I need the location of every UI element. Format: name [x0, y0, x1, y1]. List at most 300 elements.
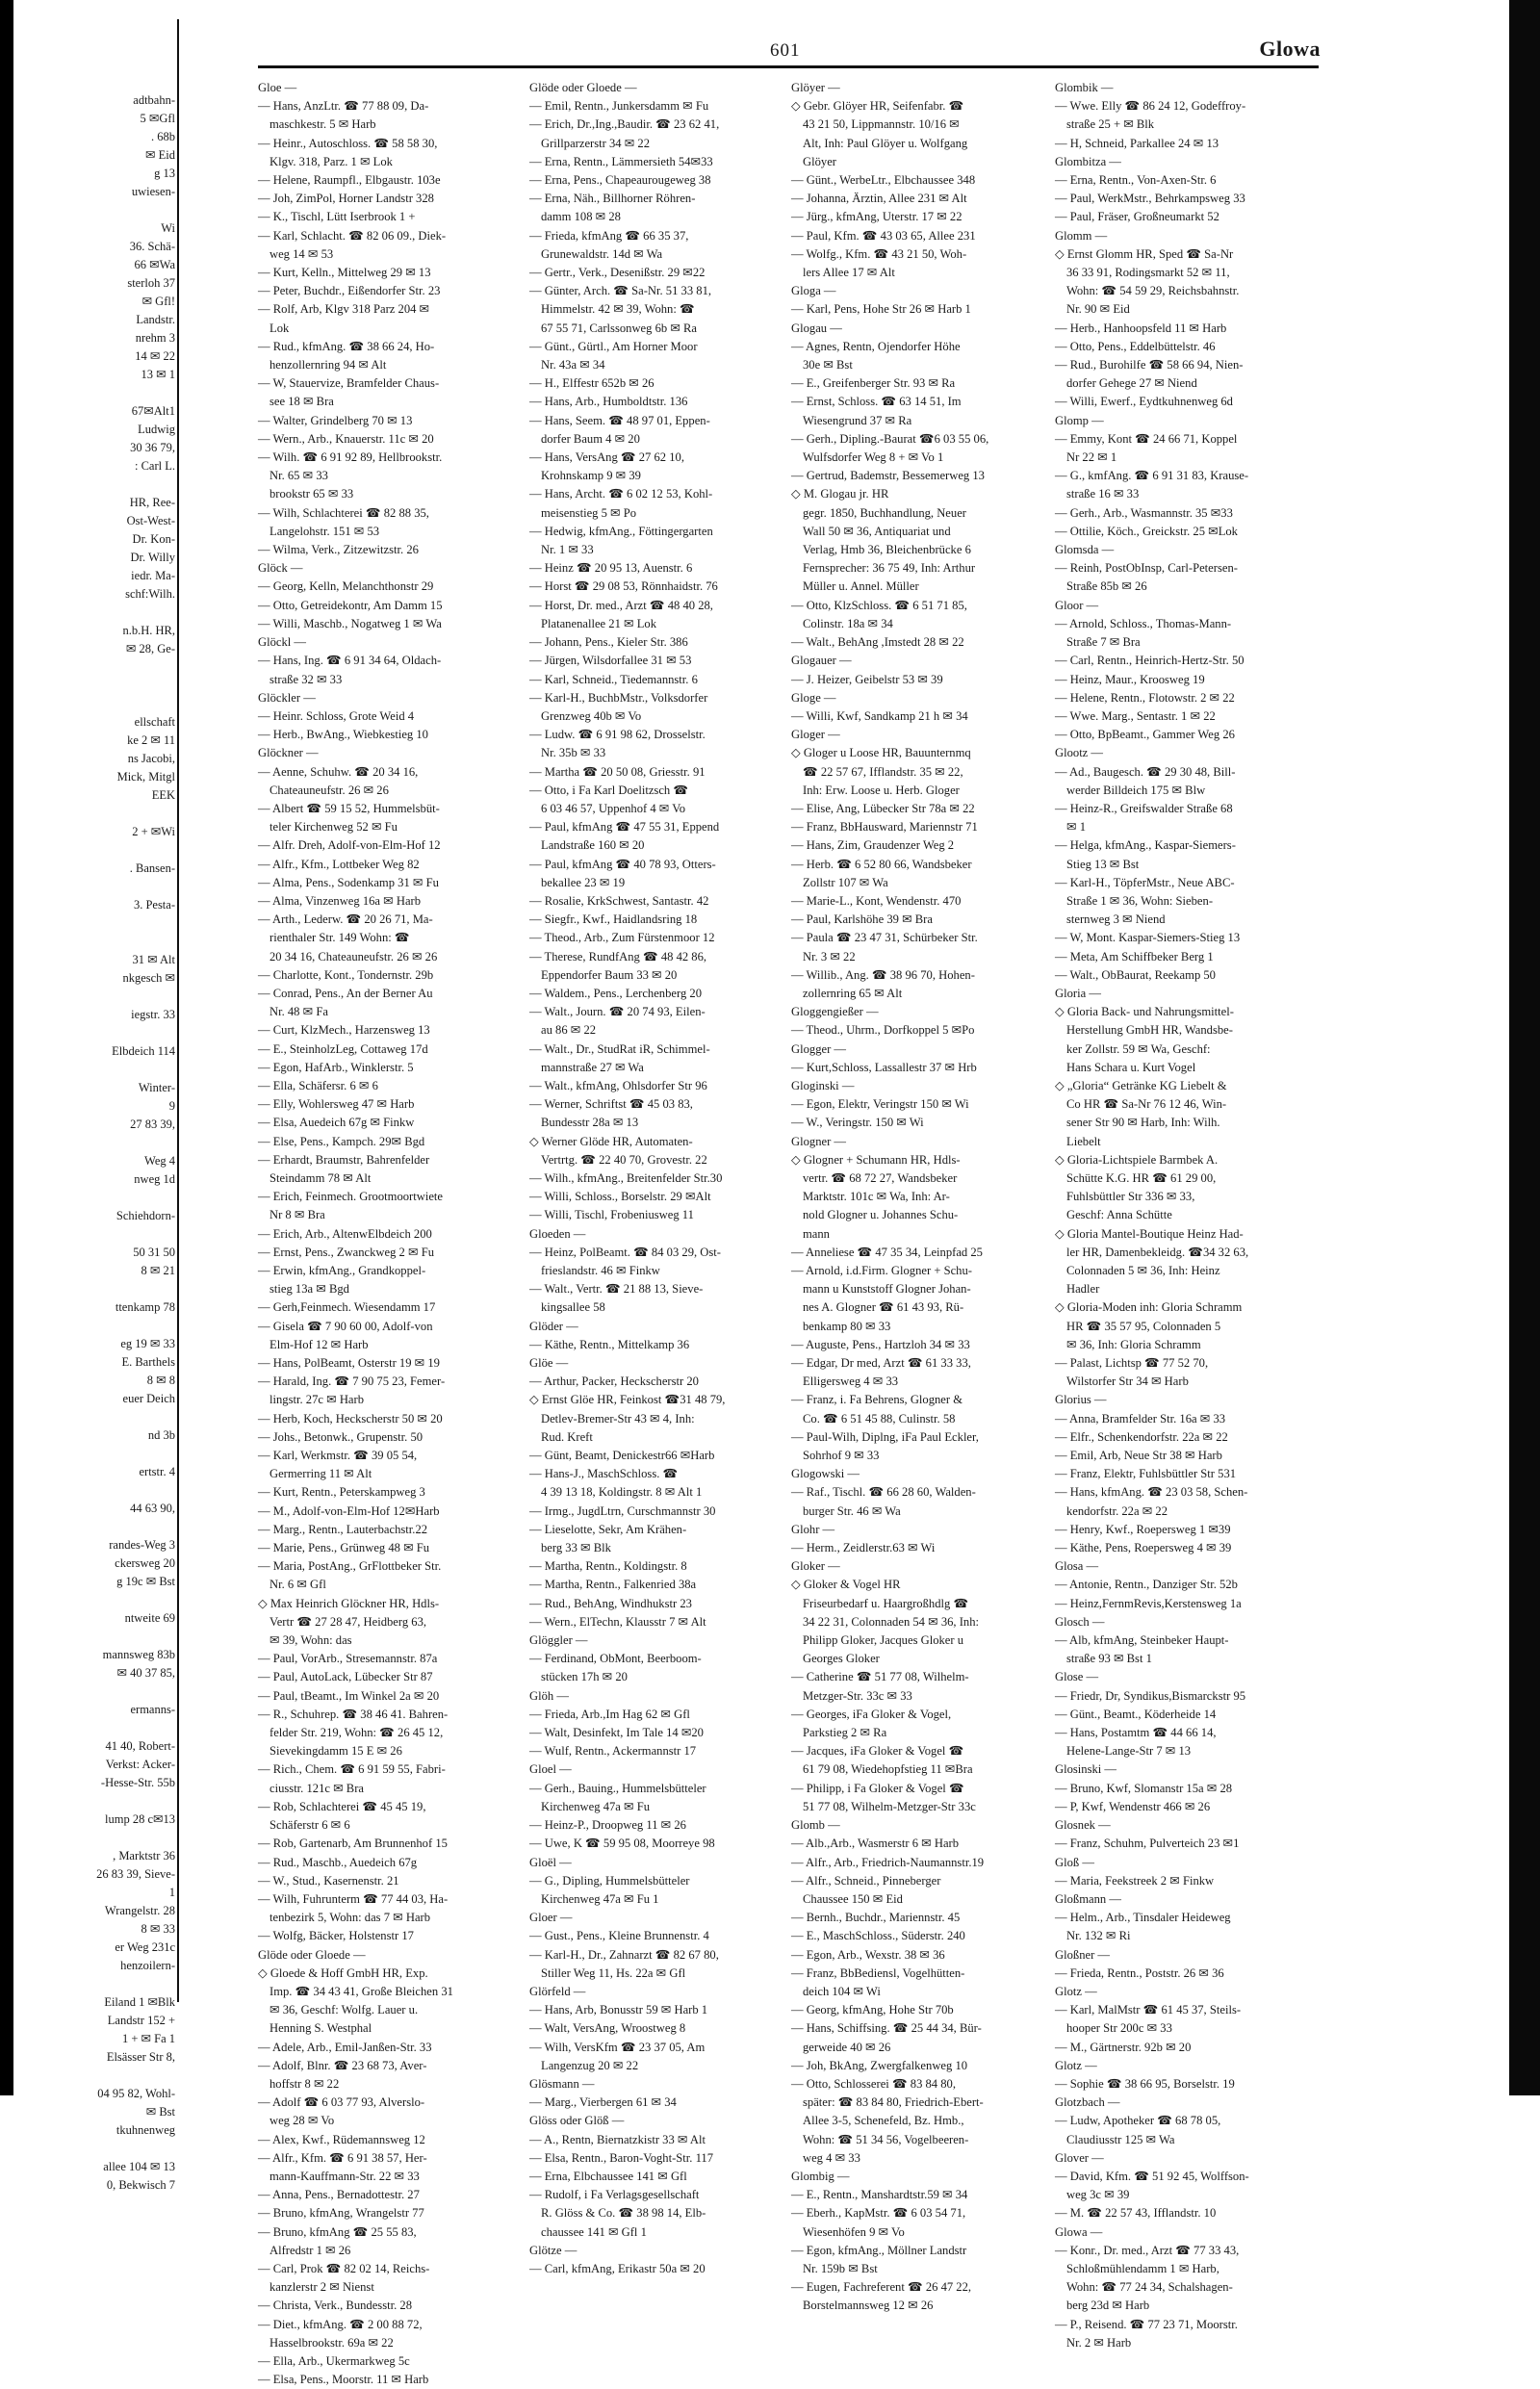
entry-continuation: Langenzug 20 ✉ 22 [541, 2058, 639, 2072]
directory-entry: — Rich., Chem. ☎ 6 91 59 55, Fabri- [258, 1762, 446, 1777]
directory-entry: — Kurt, Rentn., Peterskampweg 3 [258, 1485, 425, 1500]
directory-entry: — Erich, Dr.,Ing.,Baudir. ☎ 23 62 41, [529, 117, 720, 132]
entry-continuation: Straße 7 ✉ Bra [1066, 635, 1141, 650]
directory-entry: — Horst ☎ 29 08 53, Rönnhaidstr. 76 [529, 579, 718, 594]
fragment-line: Wi [161, 221, 175, 235]
business-entry: ◇ „Gloria“ Getränke KG Liebelt & [1055, 1078, 1227, 1092]
directory-entry: — Siegfr., Kwf., Haidlandsring 18 [529, 912, 698, 927]
directory-entry: — Paul, Kfm. ☎ 43 03 65, Allee 231 [791, 228, 976, 243]
fragment-line [96, 933, 175, 951]
directory-entry: — Meta, Am Schiffbeker Berg 1 [1055, 949, 1214, 963]
fragment-line: Winter- [138, 1081, 175, 1094]
directory-entry: — Hans, Seem. ☎ 48 97 01, Eppen- [529, 413, 710, 427]
directory-entry: — Gerh., Bauing., Hummelsbütteler [529, 1781, 706, 1795]
fragment-line [96, 1061, 175, 1079]
fragment-line [96, 1189, 175, 1207]
entry-continuation: Glöyer [803, 154, 836, 168]
entry-continuation: Helene-Lange-Str 7 ✉ 13 [1066, 1744, 1192, 1759]
directory-entry: — Lieselotte, Sekr, Am Krähen- [529, 1522, 687, 1536]
directory-entry: — Herb., BwAng., Wiebkestieg 10 [258, 728, 428, 742]
directory-entry: — Heinz-P., Droopweg 11 ✉ 26 [529, 1818, 686, 1833]
directory-entry: — Otto, KlzSchloss. ☎ 6 51 71 85, [791, 598, 967, 612]
directory-entry: — Eugen, Fachreferent ☎ 26 47 22, [791, 2280, 972, 2295]
directory-entry: — Franz, BbBediensl, Vogelhütten- [791, 1965, 965, 1980]
entry-continuation: Krohnskamp 9 ✉ 39 [541, 469, 641, 483]
fragment-line: EEK [151, 788, 175, 802]
fragment-line: Verkst: Acker- [105, 1758, 175, 1771]
entry-continuation: Schloßmühlendamm 1 ✉ Harb, [1066, 2261, 1219, 2275]
entry-continuation: gegr. 1850, Buchhandlung, Neuer [803, 505, 966, 520]
directory-entry: — Emil, Arb, Neue Str 38 ✉ Harb [1055, 1449, 1222, 1463]
fragment-line [96, 1317, 175, 1335]
scan-left-bleed [0, 0, 13, 2095]
surname-heading: Glogowski — [791, 1467, 860, 1481]
directory-entry: — Willi, Ewerf., Eydtkuhnenweg 6d [1055, 395, 1233, 409]
directory-entry: — H, Schneid, Parkallee 24 ✉ 13 [1055, 136, 1219, 150]
entry-continuation: Wall 50 ✉ 36, Antiquariat und [803, 524, 951, 538]
directory-entry: — Hans-J., MaschSchloss. ☎ [529, 1467, 679, 1481]
surname-heading: Glomb — [791, 1818, 840, 1833]
directory-entry: — Paul, Karlshöhe 39 ✉ Bra [791, 912, 933, 927]
directory-entry: — Egon, kfmAng., Möllner Landstr [791, 2243, 967, 2257]
gutter-rule [177, 19, 179, 2002]
directory-entry: — Emmy, Kont ☎ 24 66 71, Koppel [1055, 431, 1238, 446]
fragment-line: Wrangelstr. 28 [104, 1904, 175, 1917]
surname-heading: Glöckner — [258, 746, 319, 760]
fragment-line [96, 2067, 175, 2085]
entry-continuation: Kirchenweg 47a ✉ Fu 1 [541, 1891, 659, 1906]
entry-continuation: ✉ 39, Wohn: das [270, 1633, 352, 1648]
directory-entry: — Catherine ☎ 51 77 08, Wilhelm- [791, 1670, 969, 1684]
entry-continuation: 6 03 46 57, Uppenhof 4 ✉ Vo [541, 801, 686, 815]
fragment-line: Landstr 152 + [107, 2014, 175, 2027]
scan-right-edge [1509, 0, 1540, 2095]
fragment-line: g 13 [154, 167, 175, 180]
fragment-line [96, 1134, 175, 1152]
directory-entry: — W., Veringstr. 150 ✉ Wi [791, 1116, 924, 1130]
directory-entry: — Wern., ElTechn, Klausstr 7 ✉ Alt [529, 1614, 706, 1629]
entry-continuation: Wohn: ☎ 54 59 29, Reichsbahnstr. [1066, 284, 1240, 298]
business-entry: ◇ Ernst Glomm HR, Sped ☎ Sa-Nr [1055, 246, 1234, 261]
entry-continuation: zollernring 65 ✉ Alt [803, 986, 903, 1000]
directory-entry: — Wulf, Rentn., Ackermannstr 17 [529, 1744, 697, 1759]
directory-entry: — Helga, kfmAng., Kaspar-Siemers- [1055, 838, 1236, 853]
directory-entry: — Alb, kfmAng, Steinbeker Haupt- [1055, 1633, 1229, 1648]
fragment-line: ke 2 ✉ 11 [127, 733, 175, 747]
directory-entry: — Martha, Rentn., Falkenried 38a [529, 1578, 697, 1592]
fragment-line [96, 1628, 175, 1646]
directory-entry: — Alb.,Arb., Wasmerstr 6 ✉ Harb [791, 1837, 960, 1851]
entry-continuation: Wulfsdorfer Weg 8 + ✉ Vo 1 [803, 450, 944, 465]
entry-continuation: R. Glöss & Co. ☎ 38 98 14, Elb- [541, 2206, 706, 2221]
entry-continuation: brookstr 65 ✉ 33 [270, 487, 354, 501]
directory-entry: — Sophie ☎ 38 66 95, Borselstr. 19 [1055, 2076, 1235, 2091]
directory-entry: — W., Stud., Kasernenstr. 21 [258, 1873, 399, 1888]
directory-entry: — Hans, kfmAng. ☎ 23 03 58, Schen- [1055, 1485, 1248, 1500]
fragment-line: euer Deich [122, 1392, 175, 1405]
column-2 [529, 79, 789, 2275]
surname-heading: Glootz — [1055, 746, 1104, 760]
column-4 [1055, 79, 1315, 2350]
directory-entry: — Hans, AnzLtr. ☎ 77 88 09, Da- [258, 99, 429, 114]
entry-continuation: Stiller Weg 11, Hs. 22a ✉ Gfl [541, 1965, 686, 1980]
directory-entry: — Heinz, Maur., Kroosweg 19 [1055, 672, 1205, 686]
entry-continuation: Lok [270, 321, 290, 335]
fragment-line [96, 1024, 175, 1042]
entry-continuation: Vertr ☎ 27 28 47, Heidberg 63, [270, 1614, 427, 1629]
entry-continuation: Nr. 1 ✉ 33 [541, 543, 594, 557]
directory-entry: — Else, Pens., Kampch. 29✉ Bgd [258, 1134, 425, 1148]
directory-entry: — Charlotte, Kont., Tondernstr. 29b [258, 967, 434, 982]
fragment-line [96, 604, 175, 622]
directory-entry: — Emil, Rentn., Junkersdamm ✉ Fu [529, 99, 709, 114]
directory-entry: — Rosalie, KrkSchwest, Santastr. 42 [529, 893, 709, 908]
entry-continuation: straße 16 ✉ 33 [1066, 487, 1140, 501]
fragment-line [96, 1445, 175, 1463]
entry-continuation: Nr. 159b ✉ Bst [803, 2261, 878, 2275]
fragment-line [96, 1225, 175, 1244]
directory-entry: — Günter, Arch. ☎ Sa-Nr. 51 33 81, [529, 284, 712, 298]
fragment-line [96, 841, 175, 860]
fragment-line: : Carl L. [134, 459, 175, 473]
directory-entry: — Gust., Pens., Kleine Brunnenstr. 4 [529, 1929, 709, 1943]
fragment-line [96, 1481, 175, 1500]
directory-entry: — Erna, Pens., Chapeaurougeweg 38 [529, 173, 711, 188]
surname-heading: Gloeden — [529, 1226, 586, 1241]
directory-entry: — G., kmfAng. ☎ 6 91 31 83, Krause- [1055, 469, 1249, 483]
directory-entry: — Gisela ☎ 7 90 60 00, Adolf-von [258, 1319, 433, 1333]
surname-heading: Gloßmann — [1055, 1891, 1121, 1906]
fragment-line: 27 83 39, [130, 1117, 175, 1131]
directory-entry: — Heinz ☎ 20 95 13, Auenstr. 6 [529, 561, 693, 576]
fragment-line: Eiland 1 ✉Blk [104, 1995, 175, 2009]
directory-entry: — Wern., Arb., Knauerstr. 11c ✉ 20 [258, 431, 434, 446]
directory-entry: — Willi, Schloss., Borselstr. 29 ✉Alt [529, 1190, 711, 1204]
entry-continuation: Stieg 13 ✉ Bst [1066, 857, 1140, 871]
fragment-line: 26 83 39, Sieve- [96, 1867, 175, 1881]
directory-entry: — Walt., Vertr. ☎ 21 88 13, Sieve- [529, 1282, 704, 1297]
directory-entry: — Gerh,Feinmech. Wiesendamm 17 [258, 1300, 436, 1315]
entry-continuation: werder Billdeich 175 ✉ Blw [1066, 783, 1206, 797]
fragment-line: 5 ✉Gfl [140, 112, 175, 125]
directory-entry: — P, Kwf, Wendenstr 466 ✉ 26 [1055, 1799, 1211, 1813]
directory-entry: — Gertr., Verk., Desenißstr. 29 ✉22 [529, 266, 706, 280]
directory-entry: — Theod., Arb., Zum Fürstenmoor 12 [529, 931, 715, 945]
entry-continuation: burger Str. 46 ✉ Wa [803, 1503, 901, 1518]
surname-heading: Glogger — [791, 1041, 847, 1056]
directory-entry: — Heinr. Schloss, Grote Weid 4 [258, 708, 415, 723]
directory-entry: — Arthur, Packer, Heckscherstr 20 [529, 1374, 699, 1389]
fragment-line [96, 1792, 175, 1811]
fragment-line: 13 ✉ 1 [141, 368, 175, 381]
fragment-line: randes-Weg 3 [109, 1538, 175, 1552]
directory-entry: — M. ☎ 22 57 43, Ifflandstr. 10 [1055, 2206, 1217, 2221]
surname-heading: Glosnek — [1055, 1818, 1111, 1833]
entry-continuation: Detlev-Bremer-Str 43 ✉ 4, Inh: [541, 1411, 695, 1426]
directory-entry: — Käthe, Rentn., Mittelkamp 36 [529, 1337, 690, 1351]
directory-entry: — Erich, Arb., AltenwElbdeich 200 [258, 1226, 432, 1241]
surname-heading: Gloer — [529, 1911, 573, 1925]
entry-continuation: Georges Gloker [803, 1652, 880, 1666]
directory-entry: — Carl, kfmAng, Erikastr 50a ✉ 20 [529, 2261, 706, 2275]
directory-entry: — Alex, Kwf., Rüdemannsweg 12 [258, 2132, 425, 2146]
directory-entry: — Ella, Arb., Ukermarkweg 5c [258, 2353, 410, 2368]
directory-entry: — Rud., kfmAng. ☎ 38 66 24, Ho- [258, 339, 435, 353]
directory-entry: — Kurt, Kelln., Mittelweg 29 ✉ 13 [258, 266, 431, 280]
entry-continuation: Verlag, Hmb 36, Bleichenbrücke 6 [803, 543, 971, 557]
directory-entry: — Karl, MalMstr ☎ 61 45 37, Steils- [1055, 2003, 1242, 2017]
entry-continuation: ler HR, Damenbekleidg. ☎34 32 63, [1066, 1245, 1249, 1259]
directory-entry: — Frieda, Arb.,Im Hag 62 ✉ Gfl [529, 1707, 690, 1721]
directory-entry: — Alfr. Dreh, Adolf-von-Elm-Hof 12 [258, 838, 441, 853]
directory-entry: — Elfr., Schenkendorfstr. 22a ✉ 22 [1055, 1429, 1228, 1444]
surname-heading: Glöder — [529, 1319, 578, 1333]
entry-continuation: Wilstorfer Str 34 ✉ Harb [1066, 1374, 1189, 1389]
entry-continuation: Sievekingdamm 15 E ✉ 26 [270, 1744, 402, 1759]
entry-continuation: Elligersweg 4 ✉ 33 [803, 1374, 899, 1389]
business-entry: ◇ Gebr. Glöyer HR, Seifenfabr. ☎ [791, 99, 964, 114]
fragment-line: iedr. Ma- [131, 569, 175, 582]
directory-entry: — Karl, Pens, Hohe Str 26 ✉ Harb 1 [791, 302, 971, 317]
entry-continuation: sternweg 3 ✉ Niend [1066, 912, 1166, 927]
surname-heading: Glomm — [1055, 228, 1108, 243]
surname-heading: Glotz — [1055, 2058, 1097, 2072]
directory-entry: — Gerh., Arb., Wasmannstr. 35 ✉33 [1055, 505, 1233, 520]
directory-entry: — Paul-Wilh, Diplng, iFa Paul Eckler, [791, 1429, 979, 1444]
directory-entry: — Hans, Postamtm ☎ 44 66 14, [1055, 1726, 1217, 1740]
fragment-line: ellschaft [134, 715, 175, 729]
surname-heading: Glöck — [258, 561, 303, 576]
entry-continuation: ☎ 22 57 67, Ifflandstr. 35 ✉ 22, [803, 764, 963, 779]
directory-entry: — Joh, BkAng, Zwergfalkenweg 10 [791, 2058, 968, 2072]
fragment-line: iegstr. 33 [131, 1008, 175, 1021]
directory-entry: — Harald, Ing. ☎ 7 90 75 23, Femer- [258, 1374, 446, 1389]
surname-heading: Glöe — [529, 1356, 569, 1371]
surname-heading: Gloßner — [1055, 1947, 1111, 1962]
fragment-line: lump 28 c✉13 [105, 1812, 175, 1826]
entry-continuation: Sohrhof 9 ✉ 33 [803, 1449, 880, 1463]
entry-continuation: meisenstieg 5 ✉ Po [541, 505, 637, 520]
surname-heading: Gloe — [258, 81, 297, 94]
entry-continuation: mann [803, 1226, 830, 1241]
entry-continuation: kingsallee 58 [541, 1300, 605, 1315]
entry-continuation: Chateauneufstr. 26 ✉ 26 [270, 783, 389, 797]
directory-entry: — Friedr, Dr, Syndikus,Bismarckstr 95 [1055, 1688, 1246, 1703]
directory-entry: — Wwe. Elly ☎ 86 24 12, Godeffroy- [1055, 99, 1246, 114]
directory-entry: — J. Heizer, Geibelstr 53 ✉ 39 [791, 672, 943, 686]
fragment-line [96, 1280, 175, 1298]
fragment-line: 8 ✉ 21 [141, 1264, 175, 1277]
directory-entry: — Philipp, i Fa Gloker & Vogel ☎ [791, 1781, 964, 1795]
fragment-line: Weg 4 [144, 1154, 175, 1168]
business-entry: ◇ Gloria Back- und Nahrungsmittel- [1055, 1005, 1234, 1019]
entry-continuation: Straße 1 ✉ 36, Wohn: Sieben- [1066, 893, 1214, 908]
directory-entry: — Walt, Desinfekt, Im Tale 14 ✉20 [529, 1726, 704, 1740]
directory-entry: — Hans, Arb, Bonusstr 59 ✉ Harb 1 [529, 2003, 708, 2017]
directory-entry: — Paul, AutoLack, Lübecker Str 87 [258, 1670, 433, 1684]
surname-heading: Glötze — [529, 2243, 578, 2257]
business-entry: ◇ Gloria-Moden inh: Gloria Schramm [1055, 1300, 1243, 1315]
entry-continuation: Colinstr. 18a ✉ 34 [803, 616, 893, 630]
entry-continuation: Nr. 90 ✉ Eid [1066, 302, 1130, 317]
entry-continuation: Steindamm 78 ✉ Alt [270, 1170, 372, 1185]
entry-continuation: 36 33 91, Rodingsmarkt 52 ✉ 11, [1066, 266, 1230, 280]
directory-entry: — Arth., Lederw. ☎ 20 26 71, Ma- [258, 912, 433, 927]
directory-entry: — Ottilie, Köch., Greickstr. 25 ✉Lok [1055, 524, 1238, 538]
entry-continuation: Parkstieg 2 ✉ Ra [803, 1726, 887, 1740]
surname-heading: Gloggengießer — [791, 1005, 879, 1019]
fragment-line: 30 36 79, [130, 441, 175, 454]
fragment-line: ✉ Bst [145, 2105, 175, 2119]
directory-entry: — E., MaschSchloss., Süderstr. 240 [791, 1929, 965, 1943]
fragment-line: eg 19 ✉ 33 [120, 1337, 175, 1350]
entry-continuation: Nr. 35b ✉ 33 [541, 746, 606, 760]
directory-entry: — Heinr., Autoschloss. ☎ 58 58 30, [258, 136, 438, 150]
entry-continuation: Kirchenweg 47a ✉ Fu [541, 1799, 651, 1813]
directory-entry: — P., Reisend. ☎ 77 23 71, Moorstr. [1055, 2317, 1238, 2331]
directory-entry: — Walt., Journ. ☎ 20 74 93, Eilen- [529, 1005, 706, 1019]
directory-entry: — Jürg., kfmAng, Uterstr. 17 ✉ 22 [791, 210, 962, 224]
entry-continuation: Nr. 2 ✉ Harb [1066, 2335, 1132, 2350]
fragment-line: 14 ✉ 22 [135, 349, 175, 363]
directory-entry: — Anna, Pens., Bernadottestr. 27 [258, 2188, 420, 2202]
directory-entry: — Egon, Arb., Wexstr. 38 ✉ 36 [791, 1947, 945, 1962]
entry-continuation: später: ☎ 83 84 80, Friedrich-Ebert- [803, 2095, 984, 2110]
entry-continuation: ✉ 36, Geschf: Wolfg. Lauer u. [270, 2003, 419, 2017]
directory-entry: — Marie-L., Kont, Wendenstr. 470 [791, 893, 962, 908]
directory-entry: — Helene, Rentn., Flotowstr. 2 ✉ 22 [1055, 690, 1235, 705]
directory-entry: — A., Rentn, Biernatzkistr 33 ✉ Alt [529, 2132, 706, 2146]
surname-heading: Glorius — [1055, 1393, 1107, 1407]
entry-continuation: Schütte K.G. HR ☎ 61 29 00, [1066, 1170, 1217, 1185]
entry-continuation: Claudiusstr 125 ✉ Wa [1066, 2132, 1175, 2146]
business-entry: ◇ Gloger u Loose HR, Bauunternmq [791, 746, 971, 760]
surname-heading: Gloël — [529, 1855, 572, 1869]
fragment-line: n.b.H. HR, [122, 624, 175, 637]
surname-heading: Glombik — [1055, 81, 1114, 94]
surname-heading: Glomsda — [1055, 543, 1115, 557]
fragment-line: E. Barthels [121, 1355, 175, 1369]
entry-continuation: kendorfstr. 22a ✉ 22 [1066, 1503, 1168, 1518]
fragment-line [96, 658, 175, 677]
fragment-line [96, 878, 175, 896]
directory-entry: — Joh, ZimPol, Horner Landstr 328 [258, 192, 434, 206]
directory-entry: — Franz, i. Fa Behrens, Glogner & [791, 1393, 963, 1407]
directory-entry: — Johs., Betonwk., Grupenstr. 50 [258, 1429, 424, 1444]
directory-entry: — Heinz-R., Greifswalder Straße 68 [1055, 801, 1233, 815]
directory-entry: — Karl-H., BuchbMstr., Volksdorfer [529, 690, 708, 705]
directory-entry: — E., SteinholzLeg, Cottaweg 17d [258, 1041, 428, 1056]
entry-continuation: Straße 85b ✉ 26 [1066, 579, 1147, 594]
entry-continuation: nes A. Glogner ☎ 61 43 93, Rü- [803, 1300, 964, 1315]
directory-entry: — Konr., Dr. med., Arzt ☎ 77 33 43, [1055, 2243, 1240, 2257]
entry-continuation: ciusstr. 121c ✉ Bra [270, 1781, 364, 1795]
business-entry: ◇ Glogner + Schumann HR, Hdls- [791, 1152, 961, 1167]
directory-entry: — Georg, kfmAng, Hohe Str 70b [791, 2003, 954, 2017]
fragment-line: ns Jacobi, [127, 752, 175, 765]
entry-continuation: deich 104 ✉ Wi [803, 1984, 881, 1998]
directory-entry: — Jacques, iFa Gloker & Vogel ☎ [791, 1744, 964, 1759]
entry-continuation: benkamp 80 ✉ 33 [803, 1319, 891, 1333]
fragment-line: Mick, Mitgl [116, 770, 175, 783]
directory-entry: — Marg., Rentn., Lauterbachstr.22 [258, 1522, 428, 1536]
surname-heading: Glomp — [1055, 413, 1104, 427]
surname-heading: Glogauer — [791, 654, 852, 668]
fragment-line: ✉ Gfl! [141, 295, 175, 308]
entry-continuation: teler Kirchenweg 52 ✉ Fu [270, 820, 398, 835]
directory-entry: — Martha, Rentn., Koldingstr. 8 [529, 1559, 687, 1574]
directory-entry: — M., Gärtnerstr. 92b ✉ 20 [1055, 2040, 1192, 2054]
directory-entry: — Bruno, kfmAng, Wrangelstr 77 [258, 2206, 424, 2221]
entry-continuation: ✉ 1 [1066, 820, 1086, 835]
fragment-line: mannsweg 83b [102, 1648, 175, 1661]
directory-entry: — Alfr., Schneid., Pinneberger [791, 1873, 941, 1888]
entry-continuation: maschkestr. 5 ✉ Harb [270, 117, 376, 132]
directory-entry: — Diet., kfmAng. ☎ 2 00 88 72, [258, 2317, 423, 2331]
directory-entry: — Maria, Feekstreek 2 ✉ Finkw [1055, 1873, 1215, 1888]
entry-continuation: Müller u. Annel. Müller [803, 579, 919, 594]
fragment-line: Dr. Kon- [132, 532, 175, 546]
fragment-line: Dr. Willy [130, 551, 175, 564]
directory-entry: — Alfr., Arb., Friedrich-Naumannstr.19 [791, 1855, 985, 1869]
fragment-line: 44 63 90, [130, 1502, 175, 1515]
surname-heading: Glöckler — [258, 690, 316, 705]
directory-entry: — Paula ☎ 23 47 31, Schürbeker Str. [791, 931, 978, 945]
fragment-line: Schiehdorn- [116, 1209, 175, 1222]
entry-continuation: Zollstr 107 ✉ Wa [803, 875, 888, 889]
fragment-line: . 68b [151, 130, 175, 143]
entry-continuation: Nr. 48 ✉ Fa [270, 1005, 328, 1019]
entry-continuation: weg 3c ✉ 39 [1066, 2188, 1130, 2202]
entry-continuation: Wohn: ☎ 77 24 34, Schalshagen- [1066, 2280, 1233, 2295]
entry-continuation: Colonnaden 5 ✉ 36, Inh: Heinz [1066, 1264, 1220, 1277]
directory-entry: — Kurt,Schloss, Lassallestr 37 ✉ Hrb [791, 1060, 977, 1074]
directory-entry: — Irmg., JugdLtrn, Curschmannstr 30 [529, 1503, 716, 1518]
surname-heading: Glotzbach — [1055, 2095, 1120, 2110]
directory-entry: — Uwe, K ☎ 59 95 08, Moorreye 98 [529, 1837, 715, 1851]
directory-entry: — Carl, Rentn., Heinrich-Hertz-Str. 50 [1055, 654, 1245, 668]
entry-continuation: 51 77 08, Wilhelm-Metzger-Str 33c [803, 1799, 976, 1813]
fragment-line: 0, Bekwisch 7 [106, 2178, 175, 2192]
surname-heading: Gloel — [529, 1762, 572, 1777]
directory-entry: — Ferdinand, ObMont, Beerboom- [529, 1652, 702, 1666]
column-1 [258, 79, 518, 2387]
fragment-line: Ludwig [138, 423, 175, 436]
fragment-line: g 19c ✉ Bst [116, 1575, 175, 1588]
surname-heading: Glöde oder Gloede — [529, 81, 637, 94]
fragment-line [96, 475, 175, 494]
business-entry: ◇ M. Glogau jr. HR [791, 487, 889, 501]
directory-entry: — Hans, PolBeamt, Osterstr 19 ✉ 19 [258, 1356, 440, 1371]
entry-continuation: chaussee 141 ✉ Gfl 1 [541, 2224, 647, 2239]
surname-heading: Glogau — [791, 321, 842, 335]
directory-entry: — Adele, Arb., Emil-Janßen-Str. 33 [258, 2040, 432, 2054]
fragment-line [96, 914, 175, 933]
entry-continuation: Liebelt [1066, 1134, 1101, 1148]
directory-entry: — Georges, iFa Gloker & Vogel, [791, 1707, 952, 1721]
directory-entry: — Willib., Ang. ☎ 38 96 70, Hohen- [791, 967, 975, 982]
directory-entry: — Günt, Beamt, Denickestr66 ✉Harb [529, 1449, 715, 1463]
directory-entry: — Waldem., Pens., Lerchenberg 20 [529, 986, 702, 1000]
entry-continuation: kanzlerstr 2 ✉ Nienst [270, 2280, 374, 2295]
surname-heading: Gloor — [1055, 598, 1099, 612]
directory-entry: — Herb, Koch, Heckscherstr 50 ✉ 20 [258, 1411, 443, 1426]
entry-continuation: Eppendorfer Baum 33 ✉ 20 [541, 967, 678, 982]
directory-entry: — Karl-H., Dr., Zahnarzt ☎ 82 67 80, [529, 1947, 719, 1962]
directory-entry: — Ludw. ☎ 6 91 98 62, Drosselstr. [529, 728, 706, 742]
fragment-line: tkuhnenweg [116, 2123, 175, 2137]
directory-entry: — Erhardt, Braumstr, Bahrenfelder [258, 1152, 430, 1167]
